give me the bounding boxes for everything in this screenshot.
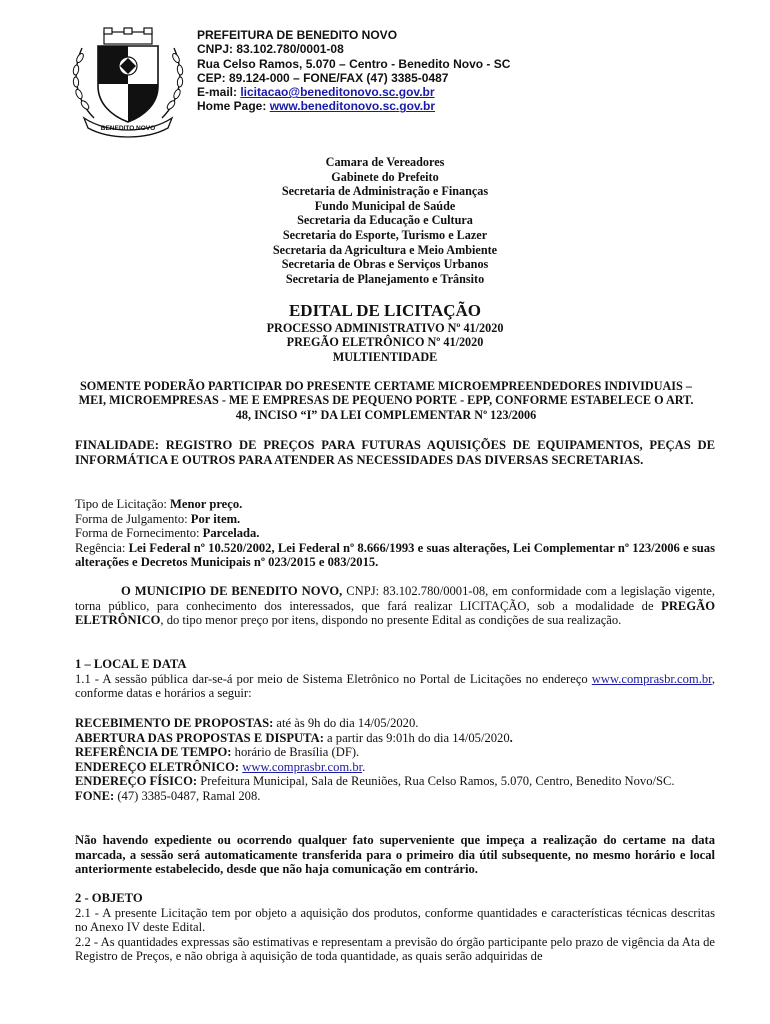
- regencia-value: Lei Federal nº 10.520/2002, Lei Federal nº 8.666/1993 e suas alterações, Lei Complementar nº 123/2006 e suas alterações e Decretos Municipais nº 023/2015 e 083/2015.: [75, 540, 715, 570]
- section-paragraph: [75, 672, 715, 701]
- entity-item: Secretaria de Obras e Serviços Urbanos: [281, 257, 489, 272]
- finalidade-paragraph: FINALIDADE: REGISTRO DE PREÇOS PARA FUTURAS AQUISIÇÕES DE EQUIPAMENTOS, PEÇAS DE INFORMÁTICA E OUTROS PARA ATENDER AS NECESSIDADES DAS DIVERSAS SECRETARIAS.: [75, 438, 715, 467]
- julgamento-label: Forma de Julgamento:: [75, 511, 191, 526]
- email-label: E-mail:: [197, 85, 241, 100]
- fone-label: FONE:: [75, 788, 115, 803]
- section-heading: 2 - OBJETO: [75, 891, 143, 905]
- entity-item: Secretaria da Agricultura e Meio Ambiente: [272, 242, 498, 257]
- entity-item: Camara de Vereadores: [325, 155, 445, 169]
- homepage-line: [197, 99, 510, 113]
- recebimento-value: até às 9h do dia 14/05/2020.: [273, 716, 419, 730]
- intro-text: CNPJ: 83.102.780/0001-08, em conformidade com a legislação vigente, torna público, para conhecimento dos interessados, que fará realizar LICITAÇÃO, sob a modalidade de: [75, 584, 715, 613]
- abertura-line: [75, 731, 715, 746]
- recebimento-line: [75, 716, 715, 731]
- entity-item: Fundo Municipal de Saúde: [314, 198, 456, 213]
- intro-paragraph: [75, 584, 715, 628]
- fornecimento-line: [75, 526, 715, 541]
- municipio-name: O MUNICIPIO DE BENEDITO NOVO,: [121, 584, 343, 598]
- homepage-label: Home Page:: [197, 99, 270, 114]
- tipo-label: Tipo de Licitação:: [75, 497, 171, 511]
- eletronico-period: .: [362, 759, 366, 774]
- participating-entities: [0, 155, 770, 286]
- abertura-period: .: [509, 730, 513, 745]
- fisico-line: [75, 774, 715, 789]
- modalidade: PREGÃO ELETRÔNICO: [75, 598, 715, 628]
- julgamento-value: Por item.: [190, 511, 241, 526]
- abertura-label: ABERTURA DAS PROPOSTAS E DISPUTA:: [75, 730, 324, 745]
- recebimento-label: RECEBIMENTO DE PROPOSTAS:: [75, 716, 274, 730]
- letterhead-line: CNPJ: 83.102.780/0001-08: [197, 42, 344, 57]
- fone-line: [75, 789, 715, 804]
- eletronico-label: ENDEREÇO ELETRÔNICO:: [75, 759, 240, 774]
- regencia-line: [75, 541, 715, 570]
- letterhead-line: PREFEITURA DE BENEDITO NOVO: [197, 28, 398, 42]
- referencia-value: horário de Brasília (DF).: [231, 745, 360, 760]
- section-paragraph: 2.1 - A presente Licitação tem por objeto a aquisição dos produtos, conforme quantidades e características técnicas descritas no Anexo IV deste Edital.: [75, 905, 715, 935]
- fisico-label: ENDEREÇO FÍSICO:: [75, 774, 198, 789]
- fisico-value: Prefeitura Municipal, Sala de Reuniões, Rua Celso Ramos, 5.070, Centro, Benedito Novo/SC.: [197, 774, 675, 789]
- fornecimento-value: Parcelada.: [202, 526, 260, 541]
- crest-banner-text: BENEDITO NOVO: [100, 125, 156, 132]
- comprasbr-link[interactable]: www.comprasbr.com.br: [591, 671, 712, 686]
- homepage-link[interactable]: www.beneditonovo.sc.gov.br: [269, 99, 436, 114]
- tipo-value: Menor preço.: [170, 497, 243, 511]
- letterhead-line: CEP: 89.124-000 – FONE/FAX (47) 3385-0487: [197, 70, 449, 85]
- pregao-number: PREGÃO ELETRÔNICO Nº 41/2020: [286, 335, 484, 350]
- entity-item: Secretaria de Planejamento e Trânsito: [285, 271, 485, 286]
- julgamento-line: [75, 512, 715, 527]
- referencia-label: REFERÊNCIA DE TEMPO:: [75, 745, 232, 760]
- letterhead-line: Rua Celso Ramos, 5.070 – Centro - Benedito Novo - SC: [197, 56, 511, 71]
- entity-item: Secretaria da Educação e Cultura: [297, 213, 473, 228]
- email-link[interactable]: licitacao@beneditonovo.sc.gov.br: [240, 85, 435, 100]
- section-heading: 1 – LOCAL E DATA: [75, 657, 187, 671]
- letterhead: [197, 28, 510, 114]
- abertura-value: a partir das 9:01h do dia 14/05/2020: [323, 730, 510, 745]
- paragraph-text: , conforme datas e horários a seguir:: [75, 671, 715, 701]
- process-number: PROCESSO ADMINISTRATIVO Nº 41/2020: [266, 321, 504, 335]
- fornecimento-label: Forma de Fornecimento:: [75, 526, 203, 541]
- section-paragraph: 2.2 - As quantidades expressas são estimativas e representam a previsão do órgão participante pelo prazo de vigência da Ata de Registro de Preços, e não obriga à aquisição de toda quantidade, as quais serão adquiridas de: [75, 934, 715, 964]
- eletronico-link[interactable]: www.comprasbr.com.br: [242, 759, 363, 774]
- process-info: [0, 321, 770, 364]
- tipo-line: [75, 497, 715, 512]
- schedule-block: [75, 716, 715, 804]
- section-local-data: [75, 657, 715, 701]
- regencia-label: Regência:: [75, 540, 129, 555]
- participation-restriction: SOMENTE PODERÃO PARTICIPAR DO PRESENTE CERTAME MICROEMPREENDEDORES INDIVIDUAIS – MEI, MICROEMPRESAS - ME E EMPRESAS DE PEQUENO PORTE - EPP, CONFORME ESTABELECE O ART. 48, INCISO “I” DA LEI COMPLEMENTAR Nº 123/2006: [78, 379, 694, 422]
- intro-text-end: , do tipo menor preço por itens, dispondo no presente Edital as condições de sua realização.: [160, 613, 622, 628]
- section-objeto: [75, 891, 715, 964]
- entity-item: Secretaria do Esporte, Turismo e Lazer: [282, 227, 488, 242]
- multientity-label: MULTIENTIDADE: [332, 349, 438, 364]
- municipal-crest-icon: [68, 26, 188, 138]
- eletronico-line: [75, 760, 715, 775]
- referencia-line: [75, 745, 715, 760]
- email-line: [197, 85, 510, 99]
- notice-paragraph: Não havendo expediente ou ocorrendo qualquer fato superveniente que impeça a realização do certame na data marcada, a sessão será automaticamente transferida para o primeiro dia útil subsequente, no mesmo horário e local anteriormente estabelecido, desde que não haja comunicação em contrário.: [75, 833, 715, 877]
- paragraph-text: 1.1 - A sessão pública dar-se-á por meio de Sistema Eletrônico no Portal de Licitações no endereço: [75, 671, 592, 686]
- licitation-types: [75, 497, 715, 570]
- entity-item: Gabinete do Prefeito: [331, 169, 439, 184]
- entity-item: Secretaria de Administração e Finanças: [281, 184, 489, 199]
- fone-value: (47) 3385-0487, Ramal 208.: [114, 788, 261, 803]
- document-title: EDITAL DE LICITAÇÃO: [288, 301, 482, 320]
